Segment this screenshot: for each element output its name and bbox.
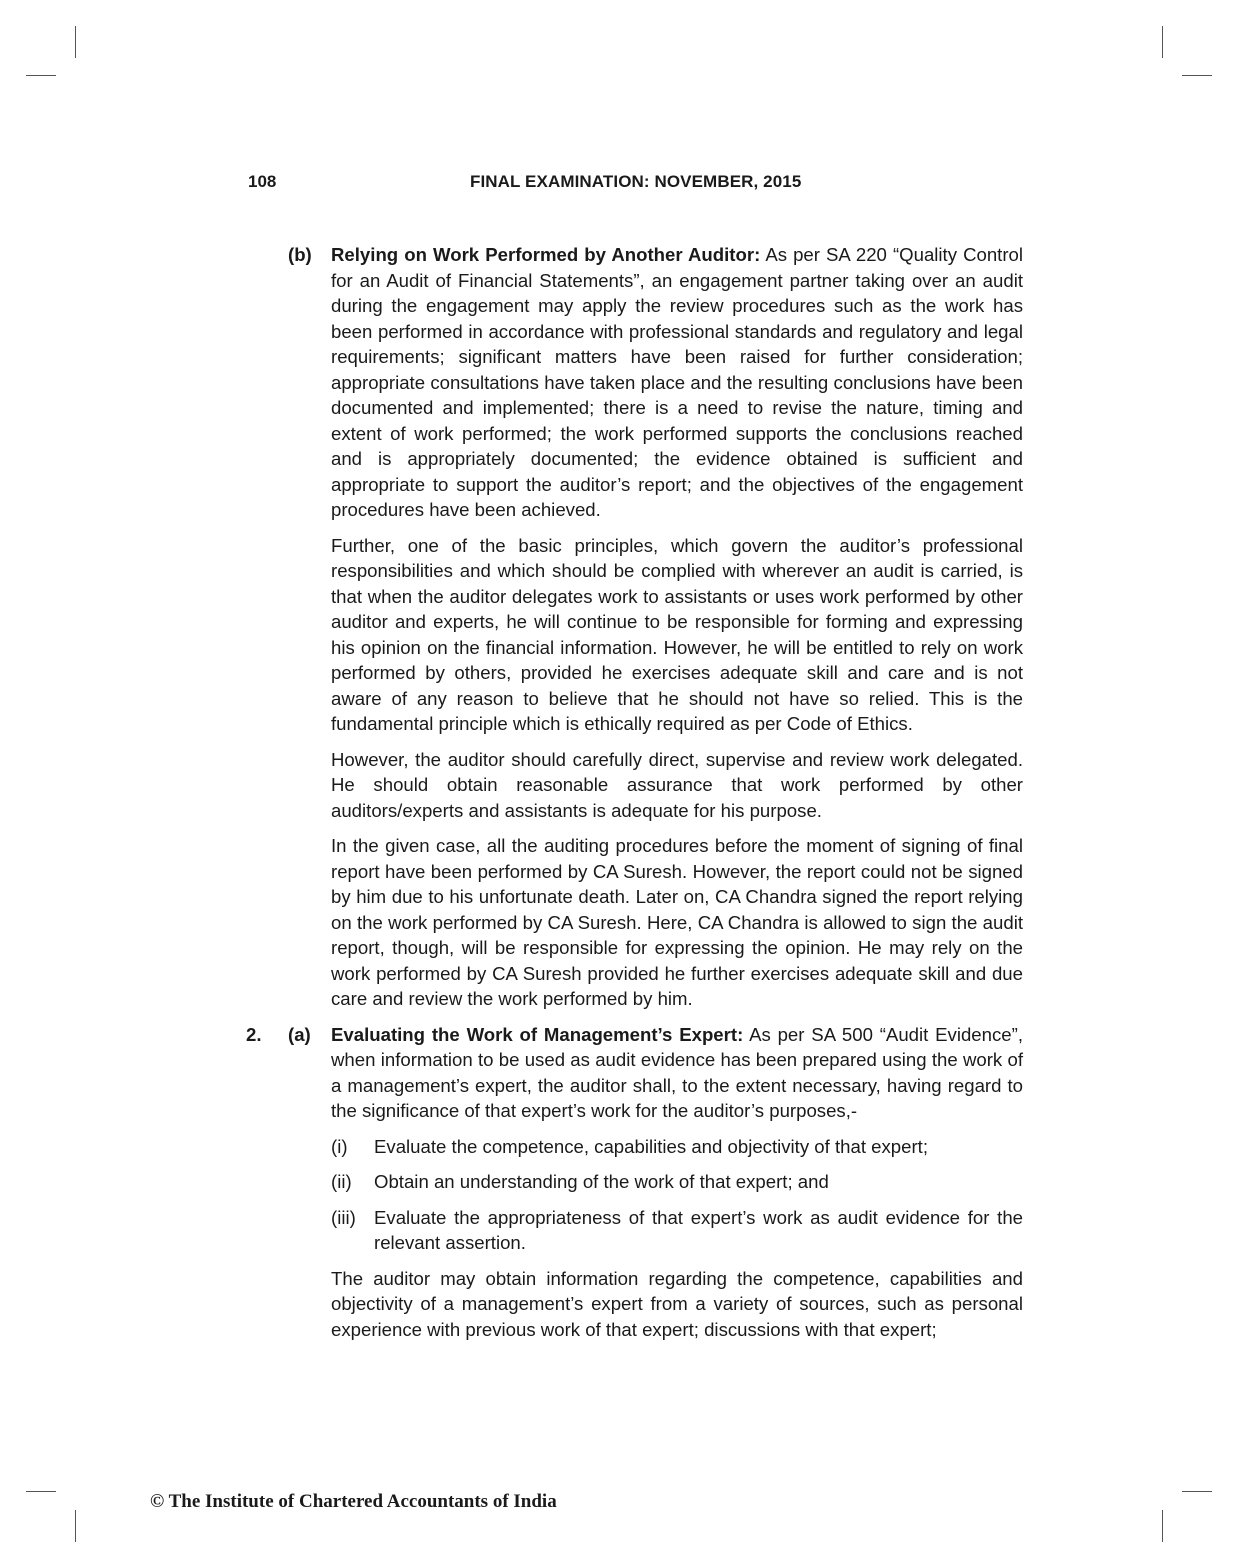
page-number: 108 — [248, 172, 277, 191]
crop-mark — [75, 1510, 76, 1542]
paragraph: However, the auditor should carefully direct, supervise and review work delegated. He should obtain reasonable assurance that work performed by other auditors/experts and assistants is adequate for his purpose. — [331, 748, 1023, 821]
roman-list — [331, 1134, 1023, 1256]
running-title: FINAL EXAMINATION: NOVEMBER, 2015 — [470, 172, 802, 191]
list-item — [331, 1205, 1023, 1256]
paragraph: In the given case, all the auditing procedures before the moment of signing of final report have been performed by CA Suresh. However, the report could not be signed by him due to his unfortunate death. Later on, CA Chandra signed the report relying on the work performed by CA Suresh. Here, CA Chandra is allowed to sign the audit report, though, will be responsible for expressing the opinion. He may rely on the work performed by CA Suresh provided he further exercises adequate skill and due care and review the work performed by him. — [331, 835, 1023, 1009]
crop-mark — [1162, 1510, 1163, 1542]
copyright-footer: © The Institute of Chartered Accountants of India — [150, 1491, 557, 1512]
item-label: (b) — [288, 244, 312, 265]
crop-mark — [26, 1491, 56, 1492]
paragraph-text: As per SA 500 “Audit Evidence”, when information to be used as audit evidence has been prepared using the work of a management’s expert, the auditor shall, to the extent necessary, having regard to the significance of that expert’s work for the auditor’s purposes,- — [331, 1023, 1023, 1121]
paragraph — [331, 1022, 1023, 1124]
crop-mark — [1182, 75, 1212, 76]
page-body — [246, 242, 1023, 1342]
paragraph — [331, 242, 1023, 523]
crop-mark — [1182, 1491, 1212, 1492]
item-label: (a) — [288, 1023, 311, 1045]
list-item — [331, 1134, 1023, 1160]
list-item — [331, 1169, 1023, 1195]
crop-mark — [26, 75, 56, 76]
list-numeral: (i) — [331, 1135, 348, 1157]
crop-mark — [75, 26, 76, 58]
paragraph: The auditor may obtain information regarding the competence, capabilities and objectivity of a management’s expert from a variety of sources, such as personal experience with previous work of that expert; discussions with that expert; — [331, 1267, 1023, 1340]
list-text: Evaluate the competence, capabilities and objectivity of that expert; — [374, 1135, 929, 1157]
section-heading: Relying on Work Performed by Another Auditor: — [331, 244, 761, 265]
paragraph: Further, one of the basic principles, which govern the auditor’s professional responsibilities and which should be complied with wherever an audit is carried, is that when the auditor delegates work to assistants or uses work performed by other auditor and experts, he will continue to be responsible for forming and expressing his opinion on the financial information. However, he will be entitled to rely on work performed by others, provided he exercises adequate skill and care and is not aware of any reason to believe that he should not have so relied. This is the fundamental principle which is ethically required as per Code of Ethics. — [331, 534, 1023, 734]
answer-2a — [246, 1022, 1023, 1124]
crop-mark — [1162, 26, 1163, 58]
section-heading: Evaluating the Work of Management’s Expert: — [331, 1023, 744, 1045]
list-text: Evaluate the appropriateness of that expert’s work as audit evidence for the relevant assertion. — [374, 1206, 1023, 1253]
question-number: 2. — [246, 1023, 262, 1045]
answer-1b — [246, 242, 1023, 523]
list-text: Obtain an understanding of the work of that expert; and — [374, 1171, 829, 1192]
list-numeral: (iii) — [331, 1206, 356, 1228]
list-numeral: (ii) — [331, 1171, 352, 1192]
paragraph-text: As per SA 220 “Quality Control for an Audit of Financial Statements”, an engagement partner taking over an audit during the engagement may apply the review procedures such as the work has been performed in accordance with professional standards and regulatory and legal requirements; significant matters have been raised for further consideration; appropriate consultations have taken place and the resulting conclusions have been documented and implemented; there is a need to revise the nature, timing and extent of work performed; the work performed supports the conclusions reached and is appropriately documented; the evidence obtained is sufficient and appropriate to support the auditor’s report; and the objectives of the engagement procedures have been achieved. — [331, 244, 1024, 520]
